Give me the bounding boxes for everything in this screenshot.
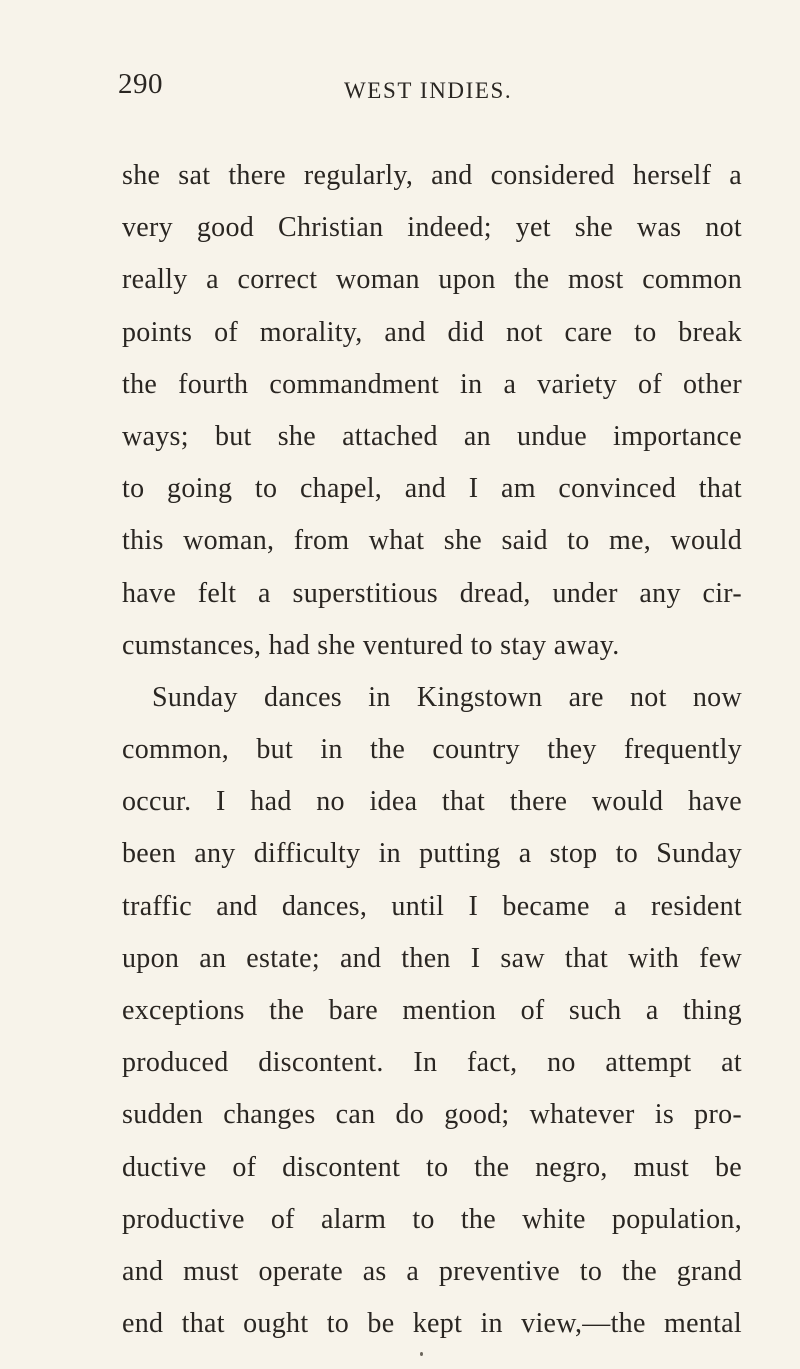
text-line: to going to chapel, and I am convinced that [122,473,742,505]
body-text [122,150,742,1350]
text-line: this woman, from what she said to me, would [122,525,742,557]
text-line: Sunday dances in Kingstown are not now [152,681,742,713]
text-line: the fourth commandment in a variety of other [122,368,742,400]
text-line: she sat there regularly, and considered herself a [122,160,742,191]
running-head: WEST INDIES. [344,78,513,103]
text-line: points of morality, and did not care to break [122,316,742,348]
text-line: upon an estate; and then I saw that with few [122,942,742,974]
text-line: really a correct woman upon the most common [122,264,742,296]
text-line: and must operate as a preventive to the grand [122,1255,742,1287]
text-line: have felt a superstitious dread, under any cir- [122,577,742,609]
text-line: ways; but she attached an undue importance [122,420,742,452]
text-line: traffic and dances, until I became a resident [122,890,742,922]
text-line: exceptions the bare mention of such a thing [122,995,742,1026]
text-line: ductive of discontent to the negro, must be [122,1151,742,1183]
text-line: occur. I had no idea that there would have [122,786,742,818]
text-line: productive of alarm to the white population, [122,1203,742,1235]
text-line: common, but in the country they frequently [122,734,742,766]
text-line: produced discontent. In fact, no attempt at [122,1047,742,1079]
text-line: very good Christian indeed; yet she was not [122,212,742,244]
text-line: sudden changes can do good; whatever is pro- [122,1099,742,1131]
page-number: 290 [118,68,163,100]
paper-speck [420,1352,423,1356]
text-line: end that ought to be kept in view,—the mental [122,1308,742,1340]
text-line: been any difficulty in putting a stop to Sunday [122,838,742,870]
text-line: cumstances, had she ventured to stay away. [122,629,620,661]
